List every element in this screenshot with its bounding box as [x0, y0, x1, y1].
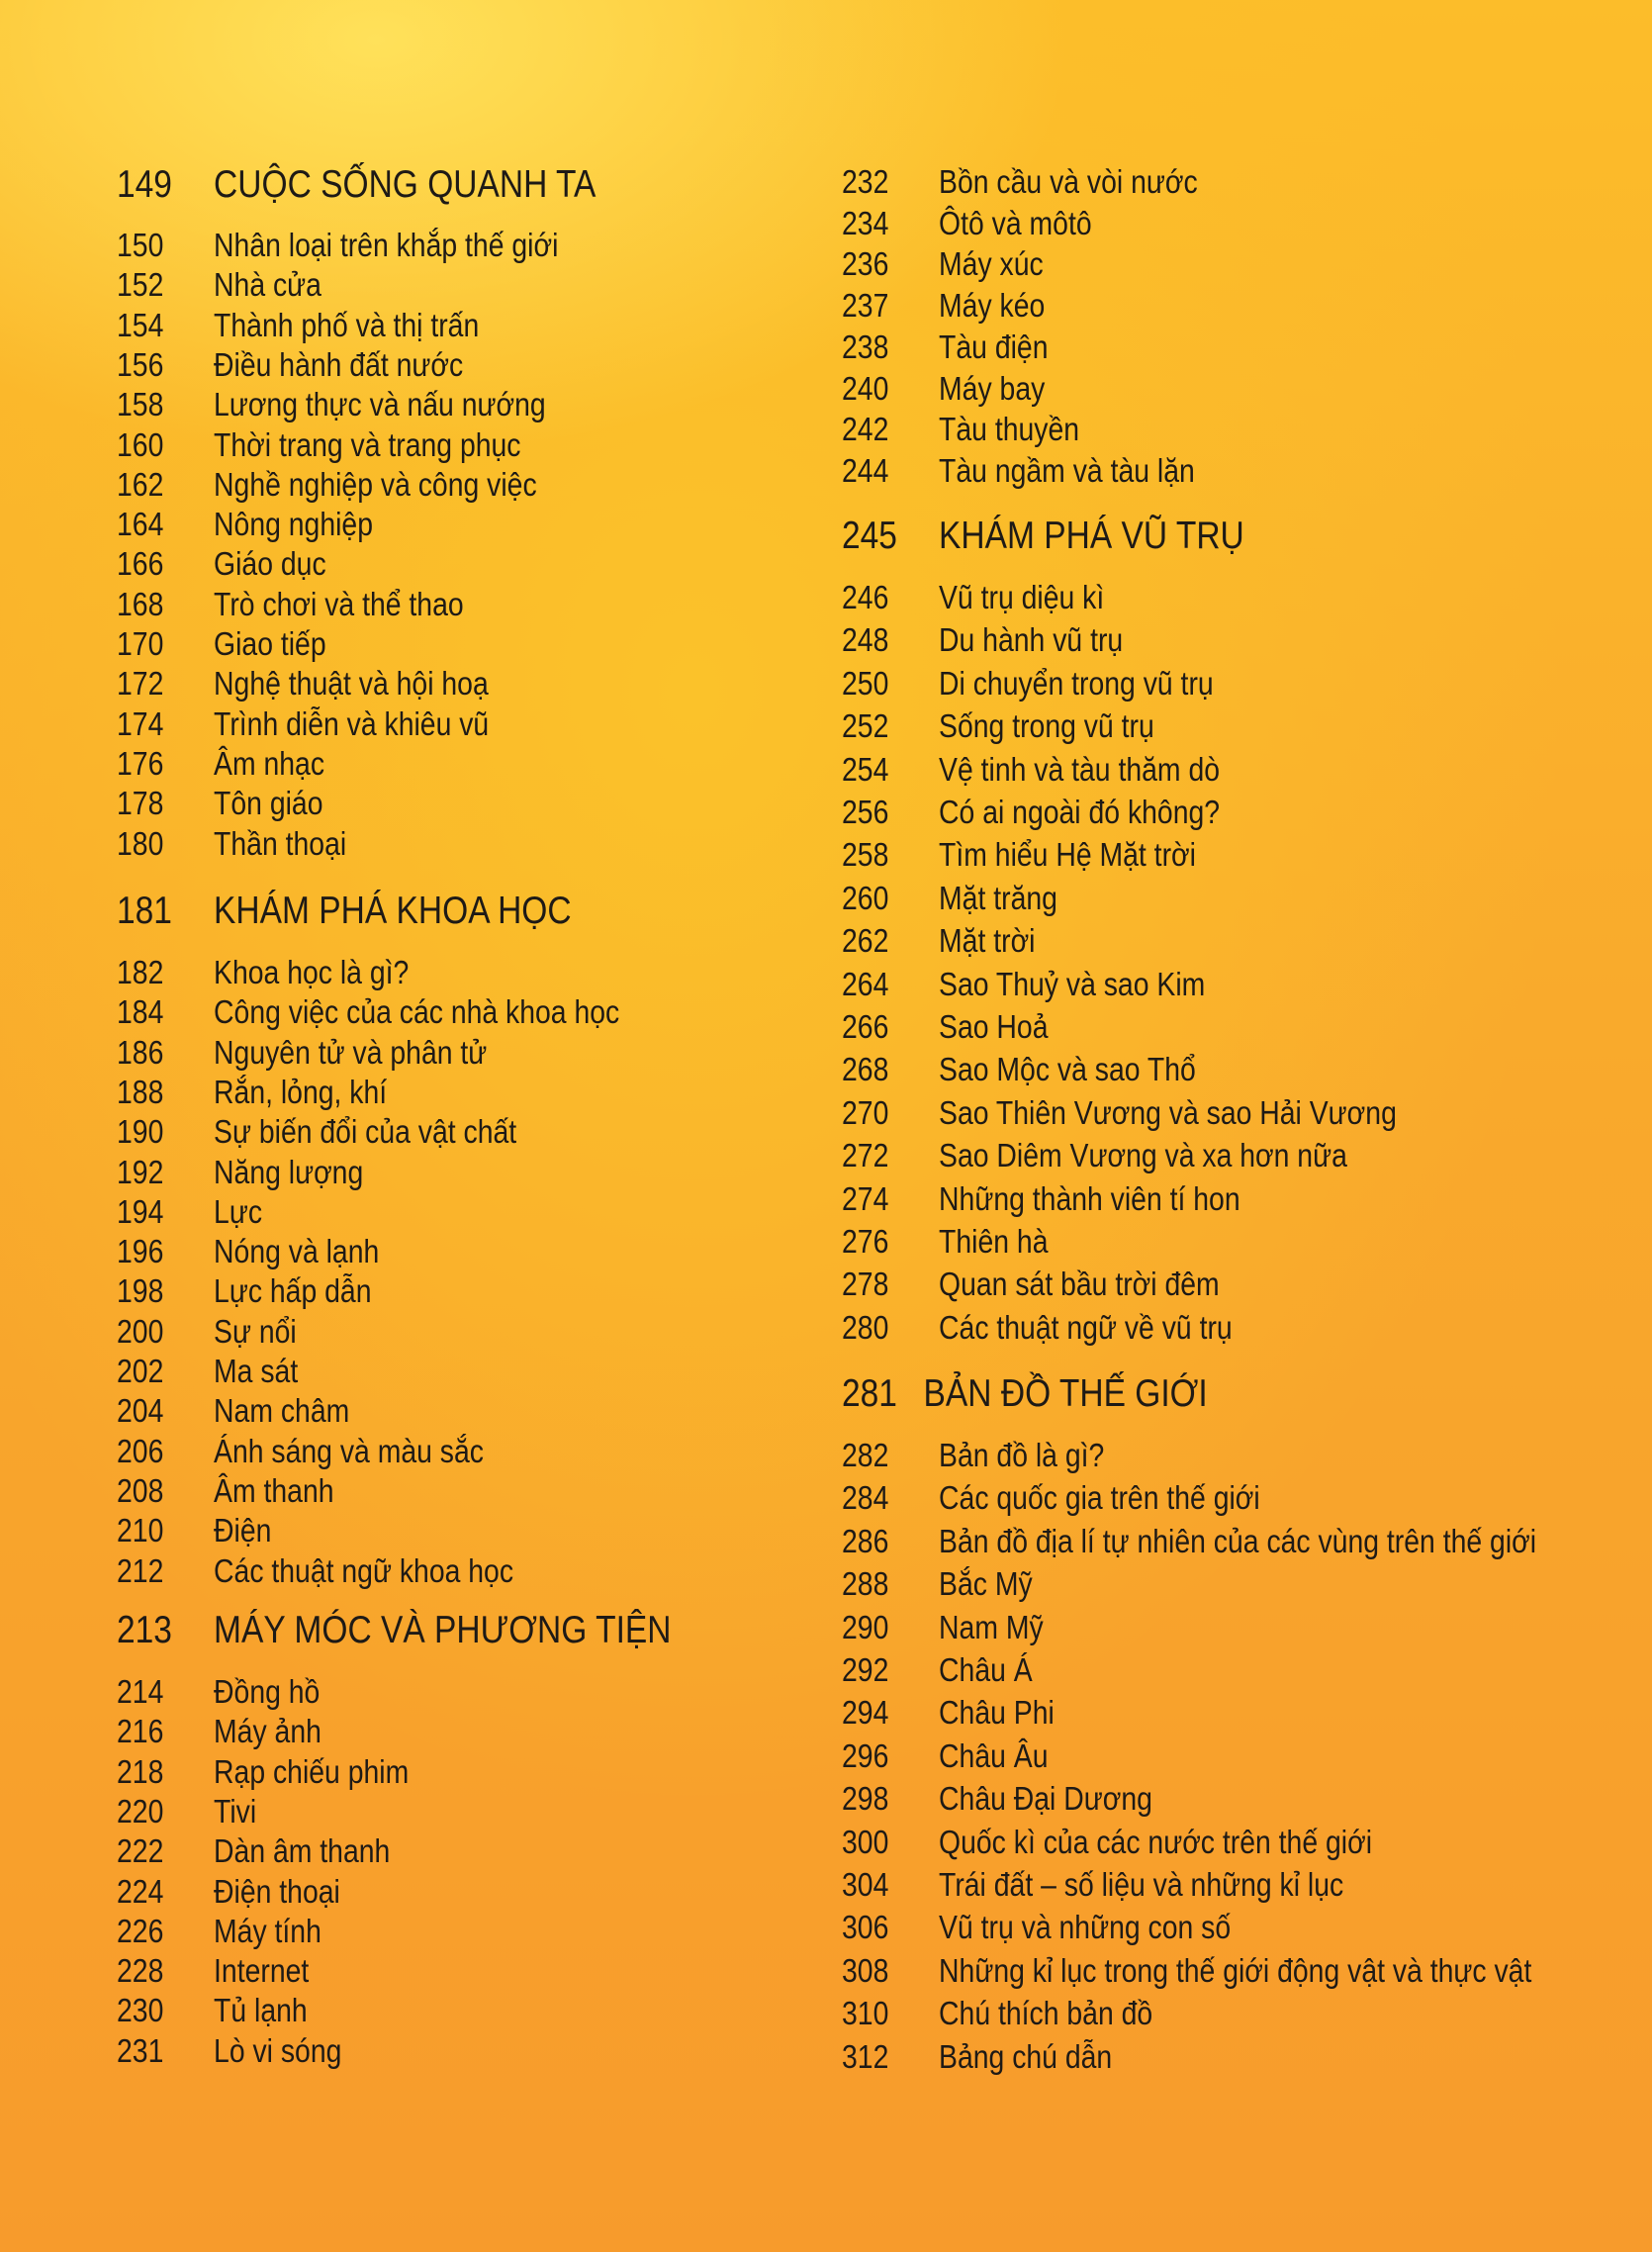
entry-title: Máy tính — [214, 1913, 321, 1949]
entry-page-number: 252 — [842, 707, 889, 744]
entry-page-number: 294 — [842, 1694, 889, 1731]
entry-page-number: 240 — [842, 370, 889, 407]
entry-page-number: 216 — [117, 1713, 164, 1749]
entry-page-number: 154 — [117, 307, 164, 343]
entry-page-number: 244 — [842, 452, 889, 489]
entry-title: Sao Thiên Vương và sao Hải Vương — [939, 1094, 1397, 1131]
entry-title: Dàn âm thanh — [214, 1832, 391, 1869]
entry-page-number: 286 — [842, 1523, 889, 1559]
entry-page-number: 188 — [117, 1074, 164, 1110]
entry-page-number: 228 — [117, 1952, 164, 1989]
entry-title: Du hành vũ trụ — [939, 621, 1124, 658]
entry-page-number: 232 — [842, 163, 889, 200]
entry-title: Đồng hồ — [214, 1673, 321, 1710]
entry-page-number: 304 — [842, 1866, 889, 1903]
entry-page-number: 194 — [117, 1193, 164, 1230]
entry-page-number: 306 — [842, 1909, 889, 1945]
entry-page-number: 246 — [842, 579, 889, 615]
section-page-number: 149 — [117, 163, 172, 206]
entry-title: Tủ lạnh — [214, 1992, 308, 2028]
entry-page-number: 258 — [842, 836, 889, 873]
entry-title: Nguyên tử và phân tử — [214, 1034, 488, 1071]
entry-page-number: 280 — [842, 1309, 889, 1346]
entry-title: Máy kéo — [939, 287, 1046, 324]
entry-title: Bồn cầu và vòi nước — [939, 163, 1198, 200]
entry-page-number: 237 — [842, 287, 889, 324]
entry-title: Châu Âu — [939, 1737, 1049, 1774]
entry-title: Rắn, lỏng, khí — [214, 1074, 388, 1110]
entry-title: Tàu điện — [939, 328, 1049, 365]
entry-title: Thành phố và thị trấn — [214, 307, 480, 343]
section-page-number: 281 — [842, 1372, 897, 1415]
entry-page-number: 262 — [842, 922, 889, 959]
entry-title: Tìm hiểu Hệ Mặt trời — [939, 836, 1196, 873]
entry-title: Điện — [214, 1512, 272, 1548]
entry-page-number: 284 — [842, 1479, 889, 1516]
entry-page-number: 172 — [117, 665, 164, 702]
entry-page-number: 312 — [842, 2038, 889, 2075]
entry-page-number: 300 — [842, 1824, 889, 1860]
entry-page-number: 276 — [842, 1223, 889, 1260]
entry-title: Tàu thuyền — [939, 411, 1080, 447]
entry-title: Những thành viên tí hon — [939, 1180, 1240, 1217]
entry-title: Khoa học là gì? — [214, 954, 410, 990]
entry-page-number: 190 — [117, 1113, 164, 1150]
entry-title: Lò vi sóng — [214, 2032, 342, 2069]
entry-title: Nam Mỹ — [939, 1609, 1044, 1645]
entry-page-number: 150 — [117, 227, 164, 263]
entry-title: Máy xúc — [939, 245, 1044, 282]
entry-page-number: 238 — [842, 328, 889, 365]
entry-page-number: 224 — [117, 1873, 164, 1910]
entry-title: Nhà cửa — [214, 266, 321, 303]
entry-title: Sao Hoả — [939, 1008, 1049, 1045]
entry-page-number: 186 — [117, 1034, 164, 1071]
entry-page-number: 184 — [117, 993, 164, 1030]
entry-page-number: 310 — [842, 1995, 889, 2031]
entry-page-number: 236 — [842, 245, 889, 282]
entry-title: Vũ trụ diệu kì — [939, 579, 1105, 615]
entry-page-number: 168 — [117, 586, 164, 622]
section-page-number: 245 — [842, 515, 897, 557]
entry-title: Internet — [214, 1952, 310, 1989]
entry-page-number: 230 — [117, 1992, 164, 2028]
entry-title: Thần thoại — [214, 825, 347, 862]
entry-page-number: 250 — [842, 665, 889, 702]
section-page-number: 213 — [117, 1609, 172, 1651]
entry-title: Vũ trụ và những con số — [939, 1909, 1232, 1945]
entry-title: Mặt trời — [939, 922, 1036, 959]
entry-title: Sự biến đổi của vật chất — [214, 1113, 517, 1150]
entry-title: Sự nổi — [214, 1313, 297, 1350]
entry-page-number: 298 — [842, 1780, 889, 1817]
entry-title: Trái đất – số liệu và những kỉ lục — [939, 1866, 1344, 1903]
entry-page-number: 208 — [117, 1472, 164, 1509]
entry-page-number: 196 — [117, 1233, 164, 1269]
entry-title: Sao Mộc và sao Thổ — [939, 1051, 1196, 1087]
entry-page-number: 178 — [117, 785, 164, 821]
entry-title: Lương thực và nấu nướng — [214, 386, 546, 422]
section-page-number: 181 — [117, 890, 172, 932]
entry-title: Thiên hà — [939, 1223, 1049, 1260]
entry-page-number: 204 — [117, 1392, 164, 1429]
entry-title: Chú thích bản đồ — [939, 1995, 1153, 2031]
entry-title: Mặt trăng — [939, 880, 1057, 916]
entry-title: Quốc kì của các nước trên thế giới — [939, 1824, 1373, 1860]
entry-page-number: 288 — [842, 1565, 889, 1602]
entry-page-number: 212 — [117, 1552, 164, 1589]
entry-title: Tôn giáo — [214, 785, 323, 821]
entry-page-number: 234 — [842, 205, 889, 241]
section-title: BẢN ĐỒ THẾ GIỚI — [923, 1372, 1208, 1415]
entry-title: Trò chơi và thể thao — [214, 586, 464, 622]
entry-title: Rạp chiếu phim — [214, 1753, 410, 1790]
entry-page-number: 166 — [117, 545, 164, 582]
entry-title: Di chuyển trong vũ trụ — [939, 665, 1214, 702]
entry-page-number: 160 — [117, 426, 164, 463]
entry-page-number: 200 — [117, 1313, 164, 1350]
entry-page-number: 164 — [117, 506, 164, 542]
entry-page-number: 182 — [117, 954, 164, 990]
entry-page-number: 248 — [842, 621, 889, 658]
entry-title: Âm thanh — [214, 1472, 334, 1509]
entry-page-number: 162 — [117, 466, 164, 503]
entry-page-number: 242 — [842, 411, 889, 447]
entry-title: Thời trang và trang phục — [214, 426, 521, 463]
entry-page-number: 274 — [842, 1180, 889, 1217]
entry-title: Bảng chú dẫn — [939, 2038, 1113, 2075]
entry-page-number: 218 — [117, 1753, 164, 1790]
entry-title: Trình diễn và khiêu vũ — [214, 705, 490, 742]
entry-page-number: 170 — [117, 625, 164, 662]
entry-title: Nông nghiệp — [214, 506, 373, 542]
entry-title: Lực hấp dẫn — [214, 1272, 372, 1309]
entry-page-number: 176 — [117, 745, 164, 782]
entry-page-number: 308 — [842, 1952, 889, 1989]
entry-page-number: 180 — [117, 825, 164, 862]
entry-title: Các thuật ngữ khoa học — [214, 1552, 514, 1589]
section-title: CUỘC SỐNG QUANH TA — [214, 163, 597, 206]
entry-title: Nam châm — [214, 1392, 350, 1429]
entry-title: Các quốc gia trên thế giới — [939, 1479, 1260, 1516]
entry-page-number: 152 — [117, 266, 164, 303]
section-title: KHÁM PHÁ VŨ TRỤ — [939, 515, 1244, 557]
entry-title: Nhân loại trên khắp thế giới — [214, 227, 559, 263]
entry-title: Ôtô và môtô — [939, 205, 1092, 241]
entry-title: Châu Á — [939, 1651, 1033, 1688]
entry-title: Có ai ngoài đó không? — [939, 794, 1221, 830]
entry-title: Điện thoại — [214, 1873, 340, 1910]
entry-page-number: 292 — [842, 1651, 889, 1688]
entry-page-number: 264 — [842, 966, 889, 1002]
entry-title: Tivi — [214, 1793, 257, 1830]
entry-title: Những kỉ lục trong thế giới động vật và thực vật — [939, 1952, 1532, 1989]
entry-page-number: 268 — [842, 1051, 889, 1087]
entry-page-number: 174 — [117, 705, 164, 742]
entry-title: Bản đồ địa lí tự nhiên của các vùng trên thế giới — [939, 1523, 1537, 1559]
entry-page-number: 266 — [842, 1008, 889, 1045]
entry-title: Máy bay — [939, 370, 1046, 407]
entry-page-number: 231 — [117, 2032, 164, 2069]
entry-title: Sao Diêm Vương và xa hơn nữa — [939, 1137, 1347, 1173]
entry-title: Sao Thuỷ và sao Kim — [939, 966, 1206, 1002]
entry-title: Bản đồ là gì? — [939, 1437, 1105, 1473]
entry-page-number: 210 — [117, 1512, 164, 1548]
entry-title: Nghệ thuật và hội hoạ — [214, 665, 489, 702]
entry-title: Các thuật ngữ về vũ trụ — [939, 1309, 1233, 1346]
entry-page-number: 192 — [117, 1154, 164, 1190]
entry-title: Bắc Mỹ — [939, 1565, 1033, 1602]
entry-title: Nghề nghiệp và công việc — [214, 466, 537, 503]
entry-title: Máy ảnh — [214, 1713, 321, 1749]
entry-title: Nóng và lạnh — [214, 1233, 380, 1269]
entry-page-number: 198 — [117, 1272, 164, 1309]
entry-page-number: 214 — [117, 1673, 164, 1710]
entry-page-number: 290 — [842, 1609, 889, 1645]
entry-page-number: 206 — [117, 1433, 164, 1469]
entry-title: Ánh sáng và màu sắc — [214, 1433, 484, 1469]
entry-page-number: 226 — [117, 1913, 164, 1949]
entry-title: Giao tiếp — [214, 625, 326, 662]
entry-page-number: 202 — [117, 1353, 164, 1389]
entry-title: Điều hành đất nước — [214, 346, 464, 383]
entry-title: Tàu ngầm và tàu lặn — [939, 452, 1195, 489]
section-title: KHÁM PHÁ KHOA HỌC — [214, 890, 572, 932]
section-title: MÁY MÓC VÀ PHƯƠNG TIỆN — [214, 1609, 672, 1651]
entry-title: Công việc của các nhà khoa học — [214, 993, 620, 1030]
entry-page-number: 158 — [117, 386, 164, 422]
entry-title: Vệ tinh và tàu thăm dò — [939, 751, 1221, 788]
entry-title: Ma sát — [214, 1353, 299, 1389]
entry-title: Năng lượng — [214, 1154, 364, 1190]
entry-page-number: 278 — [842, 1266, 889, 1302]
entry-page-number: 272 — [842, 1137, 889, 1173]
entry-title: Sống trong vũ trụ — [939, 707, 1154, 744]
entry-title: Âm nhạc — [214, 745, 325, 782]
entry-page-number: 220 — [117, 1793, 164, 1830]
entry-page-number: 222 — [117, 1832, 164, 1869]
entry-page-number: 260 — [842, 880, 889, 916]
entry-page-number: 254 — [842, 751, 889, 788]
entry-title: Lực — [214, 1193, 263, 1230]
entry-page-number: 282 — [842, 1437, 889, 1473]
entry-title: Giáo dục — [214, 545, 326, 582]
entry-title: Quan sát bầu trời đêm — [939, 1266, 1220, 1302]
entry-page-number: 270 — [842, 1094, 889, 1131]
entry-page-number: 296 — [842, 1737, 889, 1774]
entry-title: Châu Phi — [939, 1694, 1055, 1731]
entry-title: Châu Đại Dương — [939, 1780, 1152, 1817]
entry-page-number: 256 — [842, 794, 889, 830]
entry-page-number: 156 — [117, 346, 164, 383]
